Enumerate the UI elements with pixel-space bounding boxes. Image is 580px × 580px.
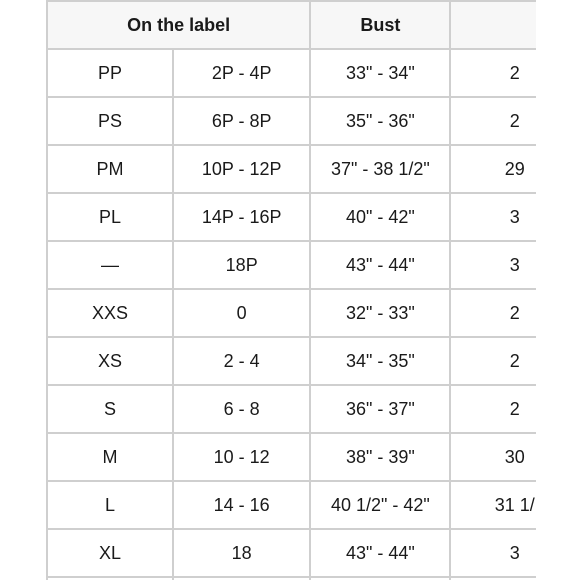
table-cell: M [47,433,173,481]
table-body [47,49,579,580]
table-row [47,289,579,337]
table-cell: 2 [450,289,579,337]
table-cell: 10P - 12P [173,145,310,193]
table-cell: XS [47,337,173,385]
table-cell: 36" - 37" [310,385,450,433]
table-cell: 2 [450,49,579,97]
table-cell: 33" - 34" [310,49,450,97]
table-cell: 2 - 4 [173,337,310,385]
table-cell: XXS [47,289,173,337]
table-cell: — [47,241,173,289]
table-cell: 10 - 12 [173,433,310,481]
table-cell: 29 [450,145,579,193]
table-cell: 14P - 16P [173,193,310,241]
table-cell: 0 [173,289,310,337]
table-cell: PM [47,145,173,193]
table-cell: 35" - 36" [310,97,450,145]
table-cell: PL [47,193,173,241]
size-table [46,0,580,580]
table-cell: 3 [450,193,579,241]
table-cell: 2P - 4P [173,49,310,97]
table-row [47,145,579,193]
table-cell: 31 1/ [450,481,579,529]
table-row [47,385,579,433]
table-cell: S [47,385,173,433]
table-cell: 38" - 39" [310,433,450,481]
table-cell: 3 [450,529,579,577]
table-cell: 6P - 8P [173,97,310,145]
table-cell: 6 - 8 [173,385,310,433]
table-cell: 43" - 44" [310,241,450,289]
table-cell: 2 [450,97,579,145]
table-cell: 3 [450,241,579,289]
table-row [47,49,579,97]
table-cell: 30 [450,433,579,481]
table-row [47,193,579,241]
table-row [47,241,579,289]
header-on-the-label: On the label [47,1,310,49]
table-cell: 2 [450,337,579,385]
table-cell: 2 [450,385,579,433]
table-cell: 40 1/2" - 42" [310,481,450,529]
table-cell: 40" - 42" [310,193,450,241]
table-row [47,433,579,481]
table-cell: 43" - 44" [310,529,450,577]
table-cell: XL [47,529,173,577]
table-cell: 18 [173,529,310,577]
table-row [47,97,579,145]
table-cell: 37" - 38 1/2" [310,145,450,193]
table-cell: 32" - 33" [310,289,450,337]
table-header-row [47,1,579,49]
table-row [47,481,579,529]
table-cell: 34" - 35" [310,337,450,385]
header-bust: Bust [310,1,450,49]
table-cell: 18P [173,241,310,289]
table-cell: PS [47,97,173,145]
table-cell: 14 - 16 [173,481,310,529]
table-cell: PP [47,49,173,97]
table-row [47,529,579,577]
table-row [47,337,579,385]
edge-mask [536,0,580,580]
table-cell: L [47,481,173,529]
